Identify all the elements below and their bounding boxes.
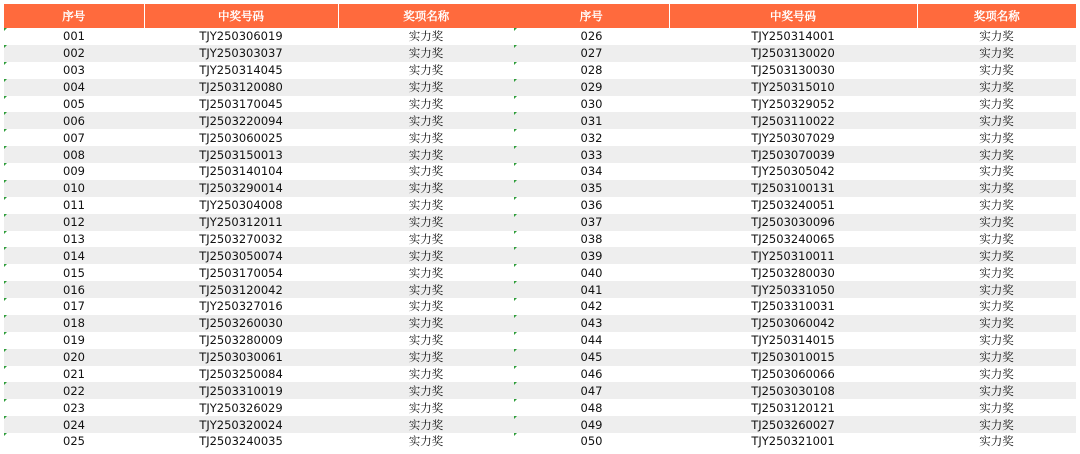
cell-code[interactable]: TJ2503120042 xyxy=(144,281,338,298)
cell-no[interactable]: 046 xyxy=(514,366,669,383)
cell-prize[interactable]: 实力奖 xyxy=(408,299,444,314)
table-row xyxy=(4,214,514,231)
cell-prize[interactable]: 实力奖 xyxy=(408,96,444,111)
cell-no[interactable]: 014 xyxy=(4,247,144,264)
cell-code[interactable]: TJ2503030108 xyxy=(669,382,917,399)
cell-no[interactable]: 043 xyxy=(514,315,669,332)
table-row xyxy=(4,163,514,180)
table-row xyxy=(4,315,514,332)
cell-prize[interactable]: 实力奖 xyxy=(408,198,444,213)
cell-prize[interactable]: 实力奖 xyxy=(917,416,1076,433)
cell-code[interactable]: TJY250314015 xyxy=(751,333,835,348)
table-row xyxy=(514,28,1076,45)
cell-no[interactable]: 021 xyxy=(4,366,144,383)
winners-sheet xyxy=(4,4,1076,450)
cell-prize[interactable]: 实力奖 xyxy=(338,79,514,96)
table-row xyxy=(4,112,514,129)
cell-code[interactable]: TJ2503130020 xyxy=(669,45,917,62)
cell-no[interactable]: 002 xyxy=(4,45,144,62)
table-row xyxy=(514,146,1076,163)
cell-prize[interactable]: 实力奖 xyxy=(917,112,1076,129)
cell-no[interactable]: 016 xyxy=(4,281,144,298)
cell-no[interactable]: 028 xyxy=(514,62,669,79)
cell-code[interactable]: TJ2503110022 xyxy=(669,112,917,129)
cell-prize[interactable]: 实力奖 xyxy=(917,315,1076,332)
cell-code[interactable]: TJ2503240035 xyxy=(199,434,283,449)
table-row xyxy=(514,433,1076,450)
cell-no[interactable]: 036 xyxy=(514,197,669,214)
cell-no[interactable]: 022 xyxy=(4,382,144,399)
cell-prize[interactable]: 实力奖 xyxy=(979,265,1014,280)
cell-prize[interactable]: 实力奖 xyxy=(338,45,514,62)
cell-no[interactable]: 010 xyxy=(4,180,144,197)
table-row xyxy=(514,298,1076,315)
cell-prize[interactable]: 实力奖 xyxy=(917,146,1076,163)
table-row xyxy=(4,146,514,163)
cell-no[interactable]: 040 xyxy=(514,264,669,281)
cell-code[interactable]: TJY250305042 xyxy=(751,164,835,179)
cell-no[interactable]: 030 xyxy=(514,96,669,113)
cell-prize[interactable]: 实力奖 xyxy=(917,382,1076,399)
cell-code[interactable]: TJ2503310031 xyxy=(751,299,835,314)
cell-code[interactable]: TJ2503050074 xyxy=(144,247,338,264)
cell-no[interactable]: 017 xyxy=(4,298,144,315)
table-row xyxy=(514,416,1076,433)
cell-no[interactable]: 031 xyxy=(514,112,669,129)
table-row xyxy=(514,214,1076,231)
cell-code[interactable]: TJ2503070039 xyxy=(669,146,917,163)
cell-no[interactable]: 020 xyxy=(4,349,144,366)
cell-no[interactable]: 027 xyxy=(514,45,669,62)
cell-prize[interactable]: 实力奖 xyxy=(338,349,514,366)
cell-no[interactable]: 019 xyxy=(4,332,144,349)
cell-prize[interactable]: 实力奖 xyxy=(917,349,1076,366)
cell-prize[interactable]: 实力奖 xyxy=(408,130,444,145)
cell-no[interactable]: 044 xyxy=(514,332,669,349)
cell-code[interactable]: TJY250306019 xyxy=(199,29,283,44)
cell-no[interactable]: 011 xyxy=(4,197,144,214)
cell-no[interactable]: 050 xyxy=(514,433,669,450)
cell-no[interactable]: 013 xyxy=(4,231,144,248)
cell-code[interactable]: TJY250315010 xyxy=(669,79,917,96)
cell-prize[interactable]: 实力奖 xyxy=(338,382,514,399)
cell-code[interactable]: TJ2503260027 xyxy=(669,416,917,433)
cell-no[interactable]: 038 xyxy=(514,231,669,248)
cell-code[interactable]: TJ2503270032 xyxy=(199,231,283,246)
cell-code[interactable]: TJY250321001 xyxy=(751,434,835,449)
table-row xyxy=(4,332,514,349)
table-row xyxy=(514,315,1076,332)
table-row xyxy=(514,366,1076,383)
header-code: 中奖号码 xyxy=(669,4,917,28)
cell-code[interactable]: TJ2503060066 xyxy=(751,366,835,381)
cell-no[interactable]: 009 xyxy=(4,163,144,180)
cell-no[interactable]: 037 xyxy=(514,214,669,231)
cell-prize[interactable]: 实力奖 xyxy=(917,281,1076,298)
cell-no[interactable]: 029 xyxy=(514,79,669,96)
cell-prize[interactable]: 实力奖 xyxy=(338,315,514,332)
table-row xyxy=(4,264,514,281)
table-row xyxy=(514,281,1076,298)
cell-no[interactable]: 026 xyxy=(514,28,669,45)
cell-prize[interactable]: 实力奖 xyxy=(408,164,444,179)
cell-no[interactable]: 033 xyxy=(514,146,669,163)
cell-no[interactable]: 001 xyxy=(4,28,144,45)
cell-prize[interactable]: 实力奖 xyxy=(408,366,444,381)
cell-prize[interactable]: 实力奖 xyxy=(408,333,444,348)
cell-prize[interactable]: 实力奖 xyxy=(917,247,1076,264)
table-row xyxy=(4,231,514,248)
cell-prize[interactable]: 实力奖 xyxy=(408,434,444,449)
header-prize: 奖项名称 xyxy=(917,4,1076,28)
cell-code[interactable]: TJ2503060042 xyxy=(669,315,917,332)
cell-prize[interactable]: 实力奖 xyxy=(917,79,1076,96)
table-row xyxy=(514,197,1076,214)
table-row xyxy=(514,129,1076,146)
cell-prize[interactable]: 实力奖 xyxy=(979,29,1014,44)
cell-prize[interactable]: 实力奖 xyxy=(338,247,514,264)
table-row xyxy=(514,264,1076,281)
cell-no[interactable]: 024 xyxy=(4,416,144,433)
cell-no[interactable]: 023 xyxy=(4,399,144,416)
cell-code[interactable]: TJY250304008 xyxy=(199,198,283,213)
cell-prize[interactable]: 实力奖 xyxy=(338,180,514,197)
header-no: 序号 xyxy=(514,4,669,28)
cell-code[interactable]: TJY250331050 xyxy=(669,281,917,298)
cell-prize[interactable]: 实力奖 xyxy=(338,214,514,231)
table-row xyxy=(514,163,1076,180)
cell-code[interactable]: TJ2503260030 xyxy=(144,315,338,332)
header-row xyxy=(4,4,514,28)
table-row xyxy=(514,382,1076,399)
cell-code[interactable]: TJ2503010015 xyxy=(669,349,917,366)
cell-code[interactable]: TJ2503120121 xyxy=(751,400,835,415)
cell-code[interactable]: TJ2503120080 xyxy=(144,79,338,96)
cell-no[interactable]: 015 xyxy=(4,264,144,281)
table-row xyxy=(4,197,514,214)
table-row xyxy=(4,79,514,96)
winners-table-right xyxy=(514,4,1076,450)
header-no: 序号 xyxy=(4,4,144,28)
cell-code[interactable]: TJY250307029 xyxy=(751,130,835,145)
cell-no[interactable]: 004 xyxy=(4,79,144,96)
cell-code[interactable]: TJY250320024 xyxy=(144,416,338,433)
cell-code[interactable]: TJY250314045 xyxy=(199,63,283,78)
cell-no[interactable]: 008 xyxy=(4,146,144,163)
cell-prize[interactable]: 实力奖 xyxy=(338,416,514,433)
cell-no[interactable]: 048 xyxy=(514,399,669,416)
cell-code[interactable]: TJY250312011 xyxy=(144,214,338,231)
cell-no[interactable]: 005 xyxy=(4,96,144,113)
cell-code[interactable]: TJ2503220094 xyxy=(144,112,338,129)
header-row xyxy=(514,4,1076,28)
table-row xyxy=(4,399,514,416)
cell-prize[interactable]: 实力奖 xyxy=(979,333,1014,348)
cell-code[interactable]: TJ2503100131 xyxy=(669,180,917,197)
cell-prize[interactable]: 实力奖 xyxy=(408,400,444,415)
table-row xyxy=(4,281,514,298)
table-row xyxy=(514,247,1076,264)
table-row xyxy=(4,62,514,79)
cell-prize[interactable]: 实力奖 xyxy=(979,400,1014,415)
cell-no[interactable]: 006 xyxy=(4,112,144,129)
cell-no[interactable]: 034 xyxy=(514,163,669,180)
cell-prize[interactable]: 实力奖 xyxy=(917,45,1076,62)
header-code: 中奖号码 xyxy=(144,4,338,28)
cell-prize[interactable]: 实力奖 xyxy=(917,214,1076,231)
cell-prize[interactable]: 实力奖 xyxy=(979,164,1014,179)
cell-prize[interactable]: 实力奖 xyxy=(338,146,514,163)
cell-prize[interactable]: 实力奖 xyxy=(979,198,1014,213)
cell-prize[interactable]: 实力奖 xyxy=(338,112,514,129)
cell-code[interactable]: TJY250329052 xyxy=(751,96,835,111)
cell-no[interactable]: 025 xyxy=(4,433,144,450)
cell-prize[interactable]: 实力奖 xyxy=(979,96,1014,111)
cell-prize[interactable]: 实力奖 xyxy=(408,63,444,78)
cell-prize[interactable]: 实力奖 xyxy=(917,180,1076,197)
cell-code[interactable]: TJ2503170054 xyxy=(199,265,283,280)
table-row xyxy=(514,96,1076,113)
table-row xyxy=(4,28,514,45)
cell-prize[interactable]: 实力奖 xyxy=(338,281,514,298)
cell-prize[interactable]: 实力奖 xyxy=(979,63,1014,78)
cell-no[interactable]: 003 xyxy=(4,62,144,79)
table-row xyxy=(514,62,1076,79)
cell-code[interactable]: TJ2503240051 xyxy=(751,198,835,213)
cell-prize[interactable]: 实力奖 xyxy=(979,366,1014,381)
cell-prize[interactable]: 实力奖 xyxy=(408,265,444,280)
cell-no[interactable]: 042 xyxy=(514,298,669,315)
cell-code[interactable]: TJ2503280009 xyxy=(199,333,283,348)
table-row xyxy=(4,416,514,433)
table-row xyxy=(4,96,514,113)
cell-no[interactable]: 049 xyxy=(514,416,669,433)
table-row xyxy=(4,247,514,264)
cell-prize[interactable]: 实力奖 xyxy=(408,231,444,246)
table-row xyxy=(4,129,514,146)
cell-code[interactable]: TJ2503140104 xyxy=(199,164,283,179)
cell-no[interactable]: 041 xyxy=(514,281,669,298)
table-row xyxy=(514,112,1076,129)
table-row xyxy=(514,231,1076,248)
cell-no[interactable]: 047 xyxy=(514,382,669,399)
cell-prize[interactable]: 实力奖 xyxy=(979,434,1014,449)
table-row xyxy=(4,349,514,366)
cell-code[interactable]: TJ2503170045 xyxy=(199,96,283,111)
cell-code[interactable]: TJY250303037 xyxy=(144,45,338,62)
cell-code[interactable]: TJ2503060025 xyxy=(199,130,283,145)
table-row xyxy=(4,366,514,383)
cell-code[interactable]: TJY250314001 xyxy=(751,29,835,44)
table-row xyxy=(4,298,514,315)
table-row xyxy=(4,382,514,399)
cell-code[interactable]: TJ2503280030 xyxy=(751,265,835,280)
cell-code[interactable]: TJ2503130030 xyxy=(751,63,835,78)
table-row xyxy=(514,399,1076,416)
winners-table-left xyxy=(4,4,514,450)
cell-code[interactable]: TJY250327016 xyxy=(199,299,283,314)
cell-no[interactable]: 018 xyxy=(4,315,144,332)
cell-no[interactable]: 032 xyxy=(514,129,669,146)
table-row xyxy=(4,180,514,197)
cell-code[interactable]: TJ2503150013 xyxy=(144,146,338,163)
cell-no[interactable]: 039 xyxy=(514,247,669,264)
cell-prize[interactable]: 实力奖 xyxy=(979,130,1014,145)
cell-code[interactable]: TJ2503310019 xyxy=(144,382,338,399)
cell-no[interactable]: 007 xyxy=(4,129,144,146)
table-row xyxy=(514,349,1076,366)
cell-prize[interactable]: 实力奖 xyxy=(979,231,1014,246)
cell-code[interactable]: TJY250326029 xyxy=(199,400,283,415)
header-prize: 奖项名称 xyxy=(338,4,514,28)
cell-code[interactable]: TJ2503240065 xyxy=(751,231,835,246)
cell-prize[interactable]: 实力奖 xyxy=(979,299,1014,314)
cell-code[interactable]: TJ2503030096 xyxy=(669,214,917,231)
cell-code[interactable]: TJ2503030061 xyxy=(144,349,338,366)
table-row xyxy=(514,180,1076,197)
table-row xyxy=(4,433,514,450)
cell-no[interactable]: 045 xyxy=(514,349,669,366)
table-row xyxy=(514,45,1076,62)
cell-code[interactable]: TJ2503290014 xyxy=(144,180,338,197)
table-row xyxy=(514,79,1076,96)
cell-no[interactable]: 012 xyxy=(4,214,144,231)
cell-no[interactable]: 035 xyxy=(514,180,669,197)
cell-prize[interactable]: 实力奖 xyxy=(408,29,444,44)
table-row xyxy=(4,45,514,62)
table-row xyxy=(514,332,1076,349)
cell-code[interactable]: TJ2503250084 xyxy=(199,366,283,381)
cell-code[interactable]: TJY250310011 xyxy=(669,247,917,264)
